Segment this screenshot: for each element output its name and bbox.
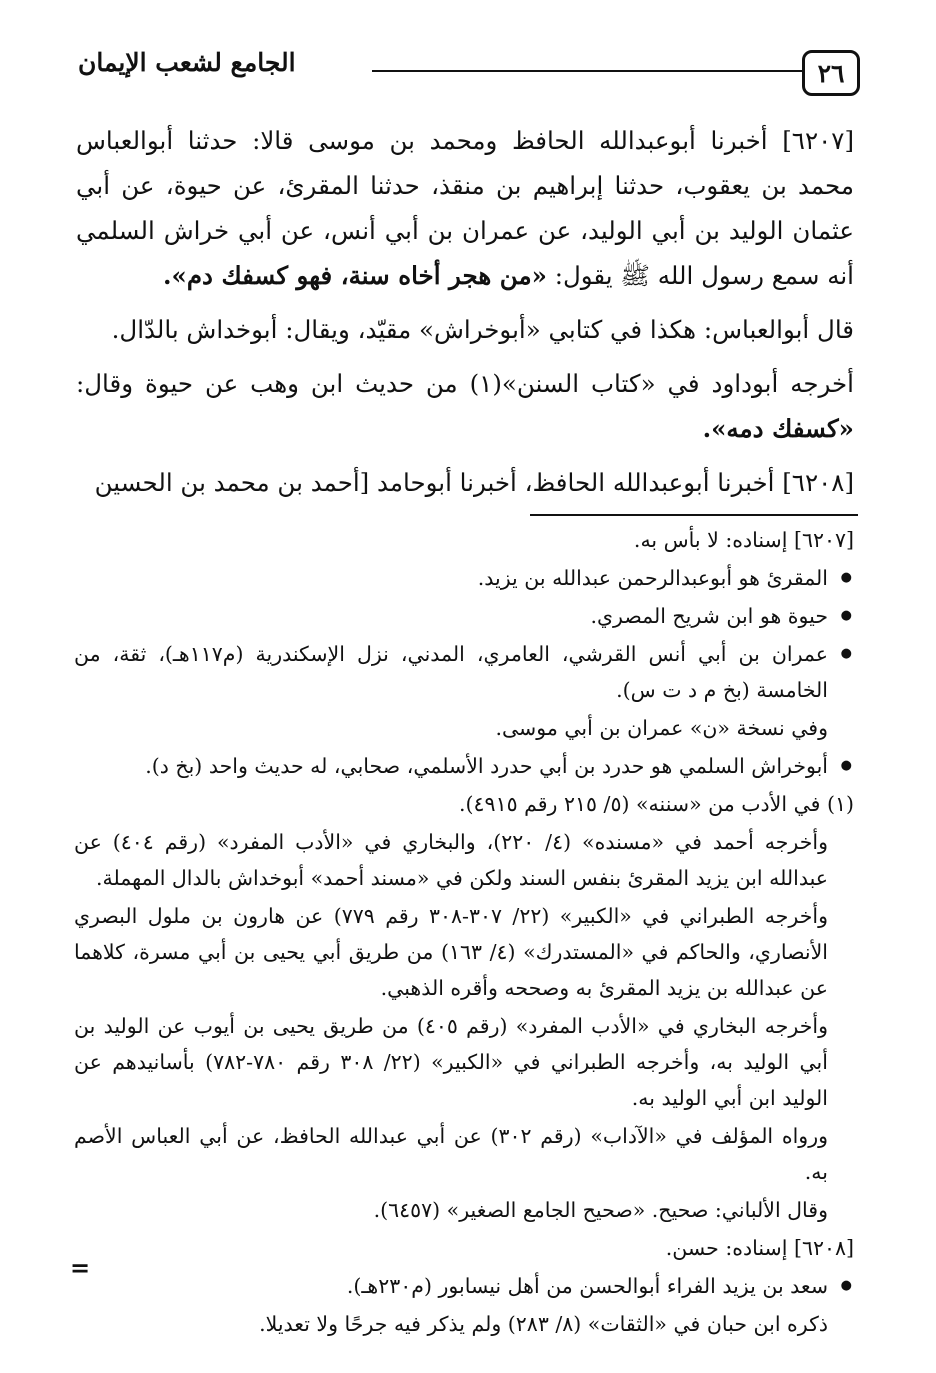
isnad-text: أخبرنا أبوعبدالله الحافظ ومحمد بن موسى قالا: حدثنا أبوالعباس محمد بن يعقوب، حدثنا إبراهيم بن منقذ، حدثنا المقرئ، عن حيوة، عن أبي عثمان الوليد بن أبي الوليد، عن عمران بن أبي أنس، عن أبي خراش السلمي أنه سمع رسول الله ﷺ يقول: — [76, 126, 854, 290]
hadith-6207 — [76, 118, 854, 298]
takhrij-quote: «كسفك دمه». — [702, 414, 854, 443]
footnote-line: وفي نسخة «ن» عمران بن أبي موسى. — [495, 716, 828, 740]
continuation-mark: = — [70, 1253, 91, 1282]
commentary-paragraph: قال أبوالعباس: هكذا في كتابي «أبوخراش» مقيّد، ويقال: أبوخداش بالدّال. — [111, 315, 854, 344]
takhrij-paragraph — [76, 361, 854, 451]
footnote-line: [٦٢٠٧] إسناده: لا بأس به. — [633, 528, 854, 552]
footnote-line: (١) في الأدب من «سننه» (٥/ ٢١٥ رقم ٤٩١٥). — [459, 792, 854, 816]
takhrij-text: أخرجه أبوداود في «كتاب السنن»(١) من حديث ابن وهب عن حيوة وقال: — [76, 369, 854, 398]
isnad-text: أخبرنا أبوعبدالله الحافظ، أخبرنا أبوحامد [أحمد بن محمد بن الحسين — [94, 468, 775, 497]
footnotes — [74, 522, 854, 1344]
main-text — [76, 118, 854, 514]
footnote-line: وأخرجه الطبراني في «الكبير» (٢٢/ ٣٠٧-٣٠٨ رقم ٧٧٩) عن هارون بن ملول البصري الأنصاري، والحاكم في «المستدرك» (٤/ ١٦٣) من طريق أبي يحيى بن أبي مسرة، كلاهما عن عبدالله بن يزيد المقرئ به وصححه وأقره الذهبي. — [74, 904, 828, 1000]
page-header — [78, 42, 860, 104]
footnote-line: وأخرجه البخاري في «الأدب المفرد» (رقم ٤٠٥) من طريق يحيى بن أيوب عن الوليد بن أبي الوليد به، وأخرجه الطبراني في «الكبير» (٢٢/ ٣٠٨ رقم ٧٨٠-٧٨٢) بأسانيدهم عن الوليد ابن أبي الوليد به. — [74, 1014, 828, 1110]
footnote-bullet: ● أبوخراش السلمي هو حدرد بن أبي حدرد الأسلمي، صحابي، له حديث واحد (بخ د). — [74, 748, 854, 784]
footnote-line: ورواه المؤلف في «الآداب» (رقم ٣٠٢) عن أبي عبدالله الحافظ، عن أبي العباس الأصم به. — [74, 1124, 829, 1184]
header-rule — [372, 70, 802, 72]
footnote-line: وقال الألباني: صحيح. «صحيح الجامع الصغير» (٦٤٥٧). — [373, 1198, 828, 1222]
footnote-line: وأخرجه أحمد في «مسنده» (٤/ ٢٢٠)، والبخاري في «الأدب المفرد» (رقم ٤٠٤) عن عبدالله ابن يزيد المقرئ بنفس السند ولكن في «مسند أحمد» أبوخداش بالدال المهملة. — [74, 830, 828, 890]
footnote-bullet: ● حيوة هو ابن شريح المصري. — [74, 598, 854, 634]
footnote-line: [٦٢٠٨] إسناده: حسن. — [665, 1236, 854, 1260]
footnote-bullet: ● سعد بن يزيد الفراء أبوالحسن من أهل نيسابور (م٢٣٠هـ). — [74, 1268, 854, 1304]
footnote-separator — [530, 514, 858, 516]
page-number: ٢٦ — [802, 50, 860, 96]
hadith-6208 — [76, 460, 854, 505]
footnote-line: ذكره ابن حبان في «الثقات» (٨/ ٢٨٣) ولم يذكر فيه جرحًا ولا تعديلا. — [259, 1312, 828, 1336]
footnote-bullet: ● عمران بن أبي أنس القرشي، العامري، المدني، نزل الإسكندرية (م١١٧هـ)، ثقة، من الخامسة (بخ م د ت س). — [74, 636, 854, 708]
hadith-number: [٦٢٠٧] — [782, 126, 854, 155]
footnote-bullet: ● المقرئ هو أبوعبدالرحمن عبدالله بن يزيد. — [74, 560, 854, 596]
hadith-matn: «من هجر أخاه سنة، فهو كسفك دم». — [163, 261, 547, 290]
hadith-number: [٦٢٠٨] — [782, 468, 854, 497]
book-title: الجامع لشعب الإيمان — [78, 48, 296, 77]
